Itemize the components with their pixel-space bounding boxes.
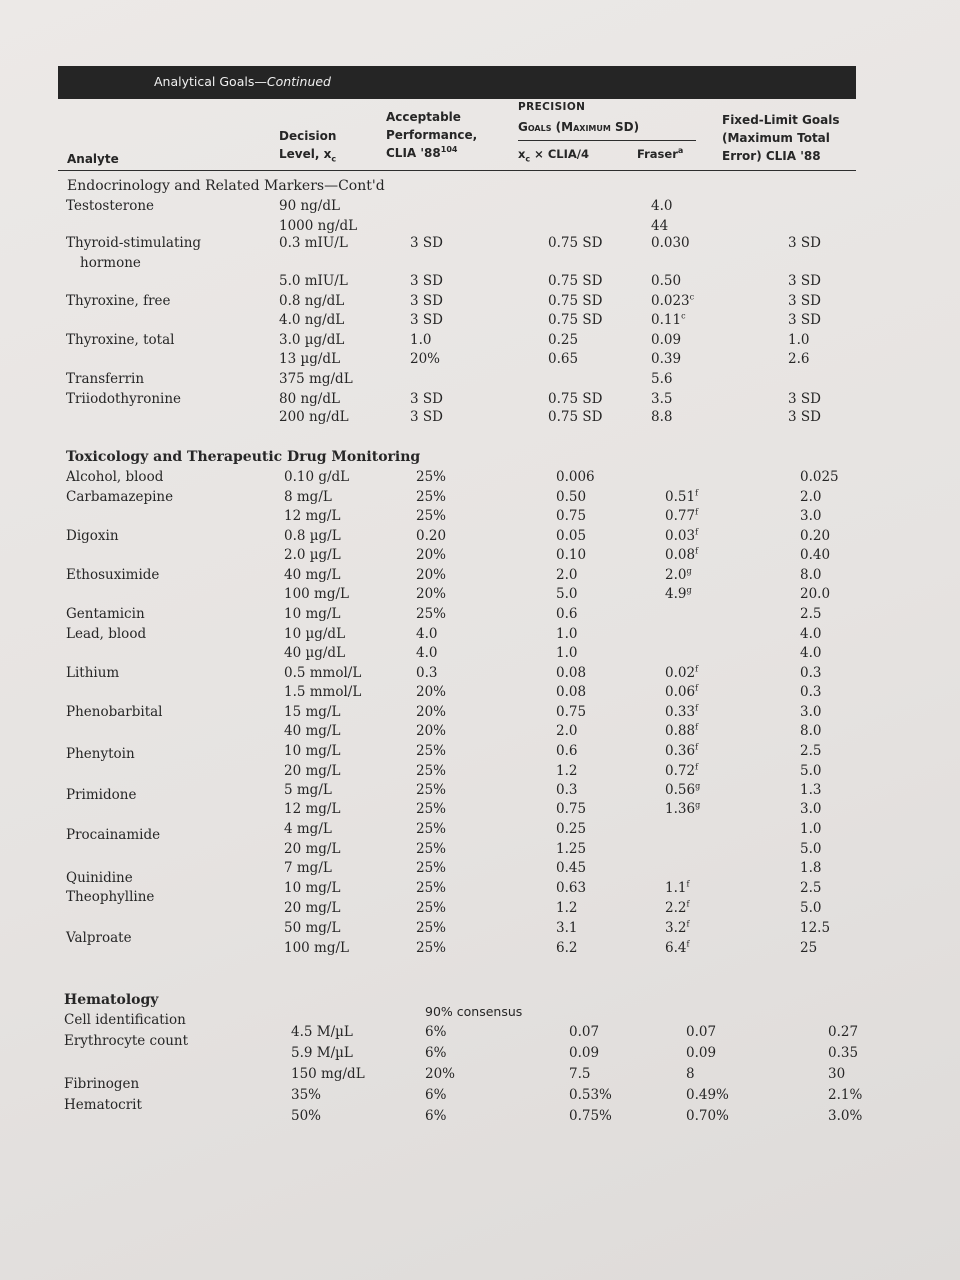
- analyte-name: Lithium: [66, 665, 120, 681]
- decision-level-cell: 5 mg/L: [284, 782, 332, 798]
- decision-level-cell: 12 mg/L: [284, 508, 341, 524]
- xc-clia-cell: 0.65: [548, 351, 579, 367]
- banner-title: Analytical Goals—Continued: [154, 74, 331, 89]
- fixed-limit-cell: 5.0: [800, 763, 822, 779]
- fraser-cell: 0.50: [651, 273, 682, 289]
- fixed-limit-cell: 1.0: [788, 332, 810, 348]
- section-title-endocrinology: Endocrinology and Related Markers—Cont'd: [67, 178, 385, 194]
- fraser-cell: 0.88$^f$: [665, 722, 699, 739]
- analyte-name: Thyroxine, free: [66, 293, 171, 309]
- acceptable-performance-cell: 25%: [416, 489, 447, 505]
- acceptable-performance-cell: 6%: [425, 1024, 447, 1040]
- acceptable-performance-cell: 20%: [425, 1066, 456, 1082]
- acceptable-performance-cell: 6%: [425, 1045, 447, 1061]
- acceptable-performance-cell: 3 SD: [410, 273, 443, 289]
- xc-clia-cell: 1.0: [556, 626, 578, 642]
- fraser-cell: 0.08$^f$: [665, 546, 699, 563]
- decision-level-cell: 20 mg/L: [284, 900, 341, 916]
- decision-level-cell: 7 mg/L: [284, 860, 332, 876]
- fixed-limit-cell: 25: [800, 940, 818, 956]
- acceptable-performance-cell: 3 SD: [410, 409, 443, 425]
- fixed-limit-cell: 3 SD: [788, 293, 821, 309]
- decision-level-cell: 4.0 ng/dL: [279, 312, 345, 328]
- fixed-limit-cell: 3 SD: [788, 391, 821, 407]
- acceptable-performance-cell: 25%: [416, 821, 447, 837]
- fixed-limit-cell: 3 SD: [788, 235, 821, 251]
- fixed-limit-cell: 2.1%: [828, 1087, 863, 1103]
- decision-level-cell: 4.5 M/µL: [291, 1024, 353, 1040]
- acceptable-performance-cell: 25%: [416, 743, 447, 759]
- decision-level-cell: 0.8 ng/dL: [279, 293, 345, 309]
- fixed-limit-cell: 12.5: [800, 920, 831, 936]
- header-fixed-2: (Maximum Total: [722, 131, 830, 145]
- xc-clia-cell: 1.2: [556, 763, 578, 779]
- acceptable-performance-cell: 25%: [416, 508, 447, 524]
- decision-level-cell: 20 mg/L: [284, 841, 341, 857]
- xc-clia-cell: 0.75 SD: [548, 312, 603, 328]
- decision-level-cell: 0.3 mIU/L: [279, 235, 348, 251]
- acceptable-performance-cell: 20%: [416, 567, 447, 583]
- xc-clia-cell: 0.75 SD: [548, 391, 603, 407]
- decision-level-cell: 80 ng/dL: [279, 391, 340, 407]
- analyte-name: Ethosuximide: [66, 567, 160, 583]
- decision-level-cell: 1.5 mmol/L: [284, 684, 362, 700]
- xc-clia-cell: 7.5: [569, 1066, 591, 1082]
- analyte-name: Theophylline: [66, 889, 155, 905]
- header-xc-clia: $x_c$ × CLIA/4: [518, 147, 589, 164]
- xc-clia-cell: 0.09: [569, 1045, 600, 1061]
- decision-level-cell: 12 mg/L: [284, 801, 341, 817]
- fixed-limit-cell: 3 SD: [788, 409, 821, 425]
- header-decision-1: Decision: [279, 129, 337, 143]
- acceptable-performance-cell: 25%: [416, 841, 447, 857]
- header-decision-2: Level, $x_c$: [279, 147, 337, 164]
- decision-level-cell: 2.0 µg/L: [284, 547, 341, 563]
- decision-level-cell: 200 ng/dL: [279, 409, 349, 425]
- fixed-limit-cell: 30: [828, 1066, 846, 1082]
- acceptable-performance-cell: 25%: [416, 940, 447, 956]
- xc-clia-cell: 0.6: [556, 743, 578, 759]
- analyte-name: Thyroxine, total: [66, 332, 175, 348]
- decision-level-cell: 5.9 M/µL: [291, 1045, 353, 1061]
- xc-clia-cell: 1.2: [556, 900, 578, 916]
- fixed-limit-cell: 1.8: [800, 860, 822, 876]
- analyte-name: Phenobarbital: [66, 704, 163, 720]
- fixed-limit-cell: 0.3: [800, 665, 822, 681]
- analyte-name: Valproate: [66, 930, 132, 946]
- fraser-cell: 8.8: [651, 409, 673, 425]
- fixed-limit-cell: 1.0: [800, 821, 822, 837]
- analyte-name: Thyroid-stimulating: [66, 235, 202, 251]
- xc-clia-cell: 0.75: [556, 801, 587, 817]
- fraser-cell: 0.72$^f$: [665, 762, 699, 779]
- xc-clia-cell: 0.75: [556, 704, 587, 720]
- fraser-cell: 0.03$^f$: [665, 527, 699, 544]
- analyte-name-cont: hormone: [80, 255, 141, 271]
- decision-level-cell: 5.0 mIU/L: [279, 273, 348, 289]
- header-fraser: Fraser$^a$: [637, 146, 684, 161]
- decision-level-cell: 100 mg/L: [284, 586, 350, 602]
- acceptable-performance-cell: 3 SD: [410, 235, 443, 251]
- fixed-limit-cell: 0.025: [800, 469, 839, 485]
- decision-level-cell: 100 mg/L: [284, 940, 350, 956]
- acceptable-performance-cell: 25%: [416, 920, 447, 936]
- fixed-limit-cell: 8.0: [800, 567, 822, 583]
- acceptable-performance-cell: 25%: [416, 763, 447, 779]
- xc-clia-cell: 0.50: [556, 489, 587, 505]
- fraser-cell: 3.5: [651, 391, 673, 407]
- decision-level-cell: 40 mg/L: [284, 567, 341, 583]
- analyte-name: Testosterone: [66, 198, 155, 214]
- fraser-cell: 5.6: [651, 371, 673, 387]
- xc-clia-cell: 0.75 SD: [548, 273, 603, 289]
- fixed-limit-cell: 1.3: [800, 782, 822, 798]
- fixed-limit-cell: 2.5: [800, 880, 822, 896]
- decision-level-cell: 50 mg/L: [284, 920, 341, 936]
- fixed-limit-cell: 3.0: [800, 508, 822, 524]
- xc-clia-cell: 3.1: [556, 920, 578, 936]
- fixed-limit-cell: 2.5: [800, 743, 822, 759]
- fraser-cell: 0.56$^g$: [665, 781, 701, 798]
- acceptable-performance-cell: 90% consensus: [425, 1004, 523, 1019]
- analyte-name: Alcohol, blood: [66, 469, 164, 485]
- fraser-cell: 0.09: [686, 1045, 717, 1061]
- fixed-limit-cell: 4.0: [800, 626, 822, 642]
- fraser-cell: 0.030: [651, 235, 690, 251]
- header-acceptable-2: Performance,: [386, 128, 478, 142]
- header-fixed-1: Fixed-Limit Goals: [722, 113, 840, 127]
- decision-level-cell: 90 ng/dL: [279, 198, 340, 214]
- analyte-name: Digoxin: [66, 528, 119, 544]
- fraser-cell: 4.9$^g$: [665, 585, 692, 602]
- decision-level-cell: 13 µg/dL: [279, 351, 341, 367]
- decision-level-cell: 8 mg/L: [284, 489, 332, 505]
- analyte-name: Lead, blood: [66, 626, 147, 642]
- xc-clia-cell: 0.75: [556, 508, 587, 524]
- xc-clia-cell: 0.25: [548, 332, 579, 348]
- fraser-cell: 0.023$^c$: [651, 292, 695, 309]
- acceptable-performance-cell: 20%: [410, 351, 441, 367]
- fixed-limit-cell: 0.3: [800, 684, 822, 700]
- fraser-cell: 44: [651, 218, 669, 234]
- analyte-name: Cell identification: [64, 1012, 186, 1028]
- fixed-limit-cell: 2.5: [800, 606, 822, 622]
- fixed-limit-cell: 3 SD: [788, 273, 821, 289]
- fraser-cell: 0.39: [651, 351, 682, 367]
- fixed-limit-cell: 2.6: [788, 351, 810, 367]
- analyte-name: Erythrocyte count: [64, 1033, 189, 1049]
- decision-level-cell: 35%: [291, 1087, 322, 1103]
- xc-clia-cell: 0.75 SD: [548, 409, 603, 425]
- fixed-limit-cell: 20.0: [800, 586, 831, 602]
- fraser-cell: 0.02$^f$: [665, 664, 699, 681]
- xc-clia-cell: 0.25: [556, 821, 587, 837]
- decision-level-cell: 1000 ng/dL: [279, 218, 358, 234]
- acceptable-performance-cell: 6%: [425, 1087, 447, 1103]
- acceptable-performance-cell: 25%: [416, 469, 447, 485]
- decision-level-cell: 10 µg/dL: [284, 626, 346, 642]
- fixed-limit-cell: 0.27: [828, 1024, 859, 1040]
- fixed-limit-cell: 5.0: [800, 900, 822, 916]
- xc-clia-cell: 2.0: [556, 723, 578, 739]
- xc-clia-cell: 0.75%: [569, 1108, 612, 1124]
- fraser-cell: 0.11$^c$: [651, 311, 686, 328]
- acceptable-performance-cell: 25%: [416, 900, 447, 916]
- xc-clia-cell: 0.63: [556, 880, 587, 896]
- xc-clia-cell: 5.0: [556, 586, 578, 602]
- fraser-cell: 0.36$^f$: [665, 742, 699, 759]
- fraser-cell: 2.2$^f$: [665, 899, 690, 916]
- fixed-limit-cell: 4.0: [800, 645, 822, 661]
- decision-level-cell: 10 mg/L: [284, 743, 341, 759]
- acceptable-performance-cell: 25%: [416, 860, 447, 876]
- analyte-name: Triiodothyronine: [66, 391, 182, 407]
- fixed-limit-cell: 3.0%: [828, 1108, 863, 1124]
- acceptable-performance-cell: 25%: [416, 606, 447, 622]
- xc-clia-cell: 0.07: [569, 1024, 600, 1040]
- analyte-name: Fibrinogen: [64, 1076, 140, 1092]
- decision-level-cell: 40 mg/L: [284, 723, 341, 739]
- fraser-cell: 4.0: [651, 198, 673, 214]
- acceptable-performance-cell: 4.0: [416, 645, 438, 661]
- acceptable-performance-cell: 3 SD: [410, 293, 443, 309]
- decision-level-cell: 375 mg/dL: [279, 371, 353, 387]
- fixed-limit-cell: 0.35: [828, 1045, 859, 1061]
- fixed-limit-cell: 8.0: [800, 723, 822, 739]
- decision-level-cell: 15 mg/L: [284, 704, 341, 720]
- table-banner: [58, 66, 856, 99]
- decision-level-cell: 150 mg/dL: [291, 1066, 365, 1082]
- analyte-name: Quinidine: [66, 870, 133, 886]
- xc-clia-cell: 0.45: [556, 860, 587, 876]
- xc-clia-cell: 0.006: [556, 469, 595, 485]
- acceptable-performance-cell: 4.0: [416, 626, 438, 642]
- xc-clia-cell: 0.05: [556, 528, 587, 544]
- fixed-limit-cell: 2.0: [800, 489, 822, 505]
- fixed-limit-cell: 3.0: [800, 704, 822, 720]
- header-rule: [58, 170, 856, 171]
- section-title-toxicology: Toxicology and Therapeutic Drug Monitoring: [66, 449, 421, 465]
- xc-clia-cell: 2.0: [556, 567, 578, 583]
- fraser-cell: 0.49%: [686, 1087, 729, 1103]
- fixed-limit-cell: 5.0: [800, 841, 822, 857]
- xc-clia-cell: 1.0: [556, 645, 578, 661]
- xc-clia-cell: 0.75 SD: [548, 235, 603, 251]
- fraser-cell: 0.07: [686, 1024, 717, 1040]
- decision-level-cell: 10 mg/L: [284, 606, 341, 622]
- decision-level-cell: 40 µg/dL: [284, 645, 346, 661]
- fraser-cell: 0.09: [651, 332, 682, 348]
- decision-level-cell: 0.5 mmol/L: [284, 665, 362, 681]
- header-fixed-3: Error) CLIA '88: [722, 149, 821, 163]
- analyte-name: Procainamide: [66, 827, 161, 843]
- analyte-name: Carbamazepine: [66, 489, 174, 505]
- header-acceptable-3: CLIA '$88^{104}$: [386, 145, 458, 160]
- analyte-name: Hematocrit: [64, 1097, 142, 1113]
- xc-clia-cell: 0.75 SD: [548, 293, 603, 309]
- acceptable-performance-cell: 20%: [416, 547, 447, 563]
- acceptable-performance-cell: 0.20: [416, 528, 447, 544]
- acceptable-performance-cell: 3 SD: [410, 312, 443, 328]
- fraser-cell: 0.06$^f$: [665, 683, 699, 700]
- xc-clia-cell: 0.08: [556, 684, 587, 700]
- xc-clia-cell: 0.53%: [569, 1087, 612, 1103]
- fraser-cell: 1.1$^f$: [665, 879, 690, 896]
- header-analyte: Analyte: [67, 152, 119, 166]
- analyte-name: Phenytoin: [66, 746, 135, 762]
- xc-clia-cell: 0.6: [556, 606, 578, 622]
- analyte-name: Primidone: [66, 787, 137, 803]
- header-precision-2: Goals (Maximum SD): [518, 120, 640, 134]
- fixed-limit-cell: 0.20: [800, 528, 831, 544]
- fraser-cell: 0.70%: [686, 1108, 729, 1124]
- acceptable-performance-cell: 20%: [416, 684, 447, 700]
- decision-level-cell: 3.0 µg/dL: [279, 332, 345, 348]
- decision-level-cell: 10 mg/L: [284, 880, 341, 896]
- fraser-cell: 2.0$^g$: [665, 566, 692, 583]
- acceptable-performance-cell: 20%: [416, 704, 447, 720]
- fixed-limit-cell: 3 SD: [788, 312, 821, 328]
- fraser-cell: 0.33$^f$: [665, 703, 699, 720]
- fraser-cell: 6.4$^f$: [665, 939, 690, 956]
- fraser-cell: 1.36$^g$: [665, 800, 701, 817]
- acceptable-performance-cell: 0.3: [416, 665, 438, 681]
- xc-clia-cell: 0.10: [556, 547, 587, 563]
- decision-level-cell: 0.10 g/dL: [284, 469, 350, 485]
- decision-level-cell: 0.8 µg/L: [284, 528, 341, 544]
- acceptable-performance-cell: 25%: [416, 801, 447, 817]
- header-precision-1: PRECISION: [518, 101, 586, 113]
- acceptable-performance-cell: 3 SD: [410, 391, 443, 407]
- xc-clia-cell: 1.25: [556, 841, 587, 857]
- xc-clia-cell: 6.2: [556, 940, 578, 956]
- acceptable-performance-cell: 25%: [416, 880, 447, 896]
- fraser-cell: 0.51$^f$: [665, 488, 699, 505]
- acceptable-performance-cell: 6%: [425, 1108, 447, 1124]
- decision-level-cell: 50%: [291, 1108, 322, 1124]
- xc-clia-cell: 0.08: [556, 665, 587, 681]
- analyte-name: Gentamicin: [66, 606, 145, 622]
- header-acceptable-1: Acceptable: [386, 110, 461, 124]
- acceptable-performance-cell: 20%: [416, 586, 447, 602]
- fixed-limit-cell: 3.0: [800, 801, 822, 817]
- acceptable-performance-cell: 20%: [416, 723, 447, 739]
- acceptable-performance-cell: 25%: [416, 782, 447, 798]
- analyte-name: Transferrin: [66, 371, 145, 387]
- acceptable-performance-cell: 1.0: [410, 332, 432, 348]
- section-title-hematology: Hematology: [64, 992, 159, 1008]
- decision-level-cell: 20 mg/L: [284, 763, 341, 779]
- decision-level-cell: 4 mg/L: [284, 821, 332, 837]
- fixed-limit-cell: 0.40: [800, 547, 831, 563]
- precision-underline: [518, 140, 696, 141]
- fraser-cell: 8: [686, 1066, 695, 1082]
- fraser-cell: 3.2$^f$: [665, 919, 690, 936]
- fraser-cell: 0.77$^f$: [665, 507, 699, 524]
- xc-clia-cell: 0.3: [556, 782, 578, 798]
